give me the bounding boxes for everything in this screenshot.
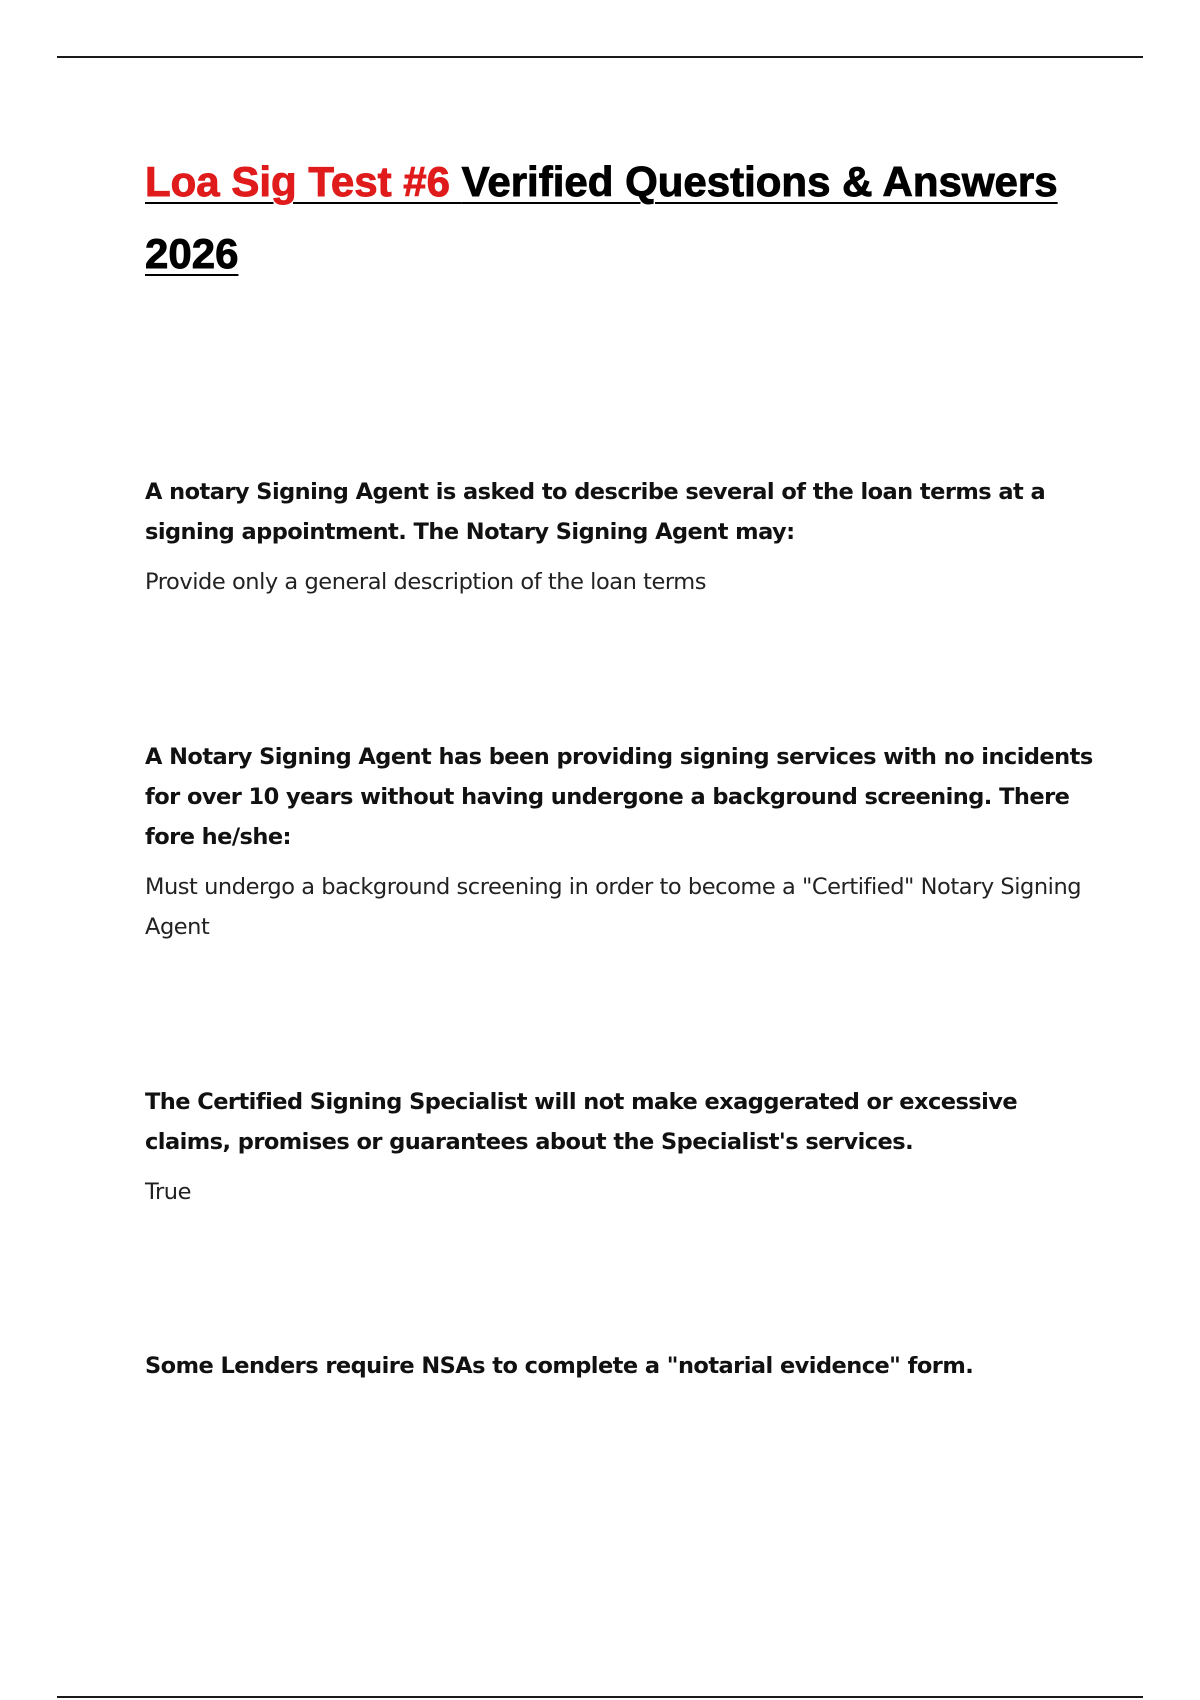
title-highlight: Loa Sig Test #6	[145, 158, 450, 205]
qa-item	[145, 1346, 1095, 1386]
answer-text: Must undergo a background screening in order to become a "Certified" Notary Signing Agent	[145, 874, 1082, 940]
title-rest: Verified Questions & Answers 2026	[145, 158, 1058, 277]
question-text: A notary Signing Agent is asked to describe several of the loan terms at a signing appointment. The Notary Signing Agent may:	[145, 479, 1046, 545]
qa-item	[145, 737, 1095, 947]
qa-item	[145, 1082, 1095, 1212]
answer-text: Provide only a general description of the loan terms	[145, 569, 707, 595]
question-text: Some Lenders require NSAs to complete a "notarial evidence" form.	[145, 1353, 974, 1379]
question-text: A Notary Signing Agent has been providing signing services with no incidents for over 10 years without having undergone a background screening. There fore he/she:	[145, 744, 1093, 850]
top-rule	[57, 56, 1143, 58]
answer-text: True	[145, 1179, 191, 1205]
document-title	[145, 146, 1085, 290]
bottom-rule	[57, 1696, 1143, 1698]
qa-item	[145, 472, 1095, 602]
question-text: The Certified Signing Specialist will not make exaggerated or excessive claims, promises or guarantees about the Specialist's services.	[145, 1089, 1018, 1155]
